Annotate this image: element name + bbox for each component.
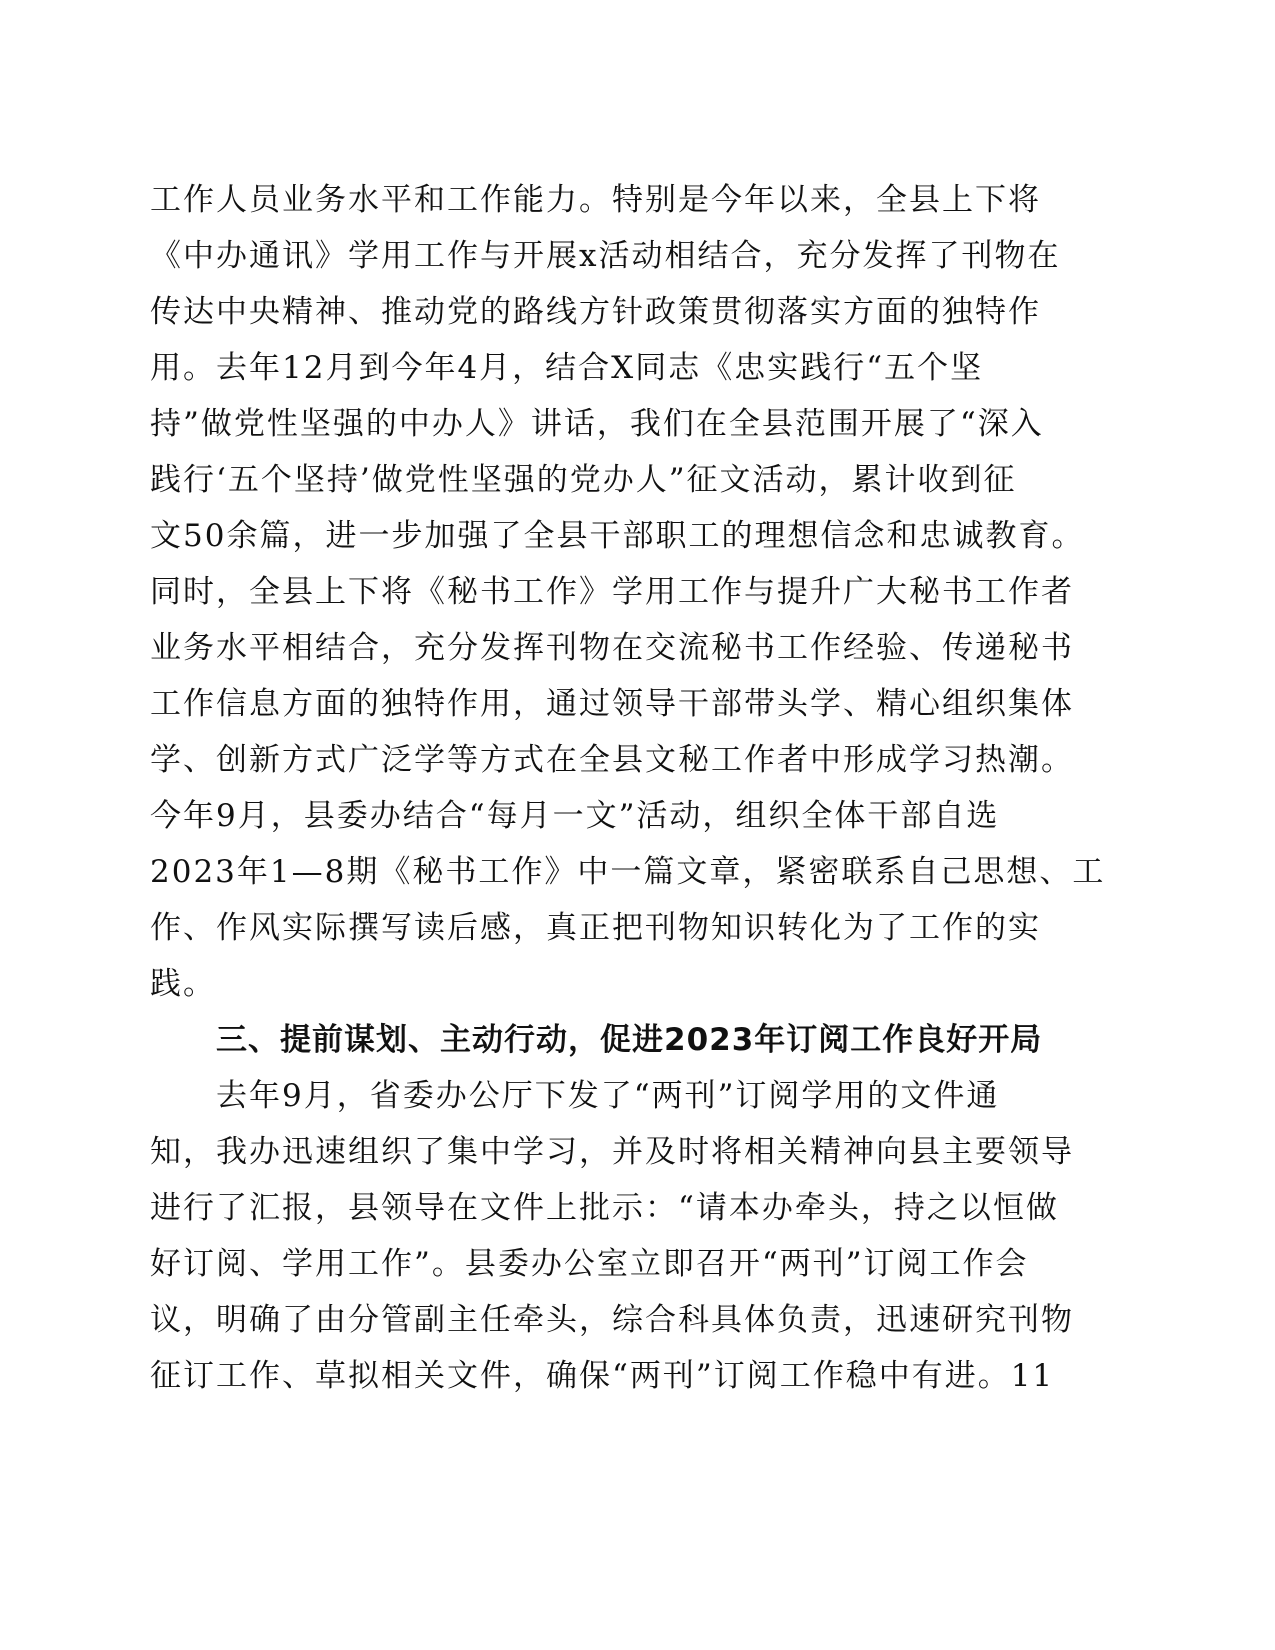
text-line: 用。去年12月到今年4月，结合X同志《忠实践行“五个坚 [150, 350, 984, 386]
text-line: 好订阅、学用工作”。县委办公室立即召开“两刊”订阅工作会 [150, 1246, 1029, 1282]
section-heading: 三、提前谋划、主动行动，促进2023年订阅工作良好开局 [216, 1022, 1043, 1058]
text-line: 征订工作、草拟相关文件，确保“两刊”订阅工作稳中有进。11 [150, 1358, 1055, 1394]
text-line: 践行‘五个坚持’做党性坚强的党办人”征文活动，累计收到征 [150, 462, 1017, 498]
text-line: 去年9月，省委办公厅下发了“两刊”订阅学用的文件通 [216, 1078, 1000, 1114]
text-line: 工作信息方面的独特作用，通过领导干部带头学、精心组织集体 [150, 686, 1074, 722]
text-line: 持”做党性坚强的中办人》讲话，我们在全县范围开展了“深入 [150, 406, 1044, 442]
text-line: 文50余篇，进一步加强了全县干部职工的理想信念和忠诚教育。 [150, 518, 1085, 554]
text-line: 作、作风实际撰写读后感，真正把刊物知识转化为了工作的实 [150, 910, 1041, 946]
text-line: 同时，全县上下将《秘书工作》学用工作与提升广大秘书工作者 [150, 574, 1074, 610]
text-line: 知，我办迅速组织了集中学习，并及时将相关精神向县主要领导 [150, 1134, 1074, 1170]
text-line: 业务水平相结合，充分发挥刊物在交流秘书工作经验、传递秘书 [150, 630, 1074, 666]
text-line: 学、创新方式广泛学等方式在全县文秘工作者中形成学习热潮。 [150, 742, 1074, 778]
text-line: 今年9月，县委办结合“每月一文”活动，组织全体干部自选 [150, 798, 1000, 834]
text-line: 传达中央精神、推动党的路线方针政策贯彻落实方面的独特作 [150, 294, 1041, 330]
text-line: 议，明确了由分管副主任牵头，综合科具体负责，迅速研究刊物 [150, 1302, 1074, 1338]
text-line: 进行了汇报，县领导在文件上批示：“请本办牵头，持之以恒做 [150, 1190, 1059, 1226]
text-line: 《中办通讯》学用工作与开展x活动相结合，充分发挥了刊物在 [150, 238, 1061, 274]
text-line: 2023年1—8期《秘书工作》中一篇文章，紧密联系自己思想、工 [150, 854, 1106, 890]
text-line: 践。 [150, 966, 216, 1002]
text-line: 工作人员业务水平和工作能力。特别是今年以来，全县上下将 [150, 182, 1041, 218]
